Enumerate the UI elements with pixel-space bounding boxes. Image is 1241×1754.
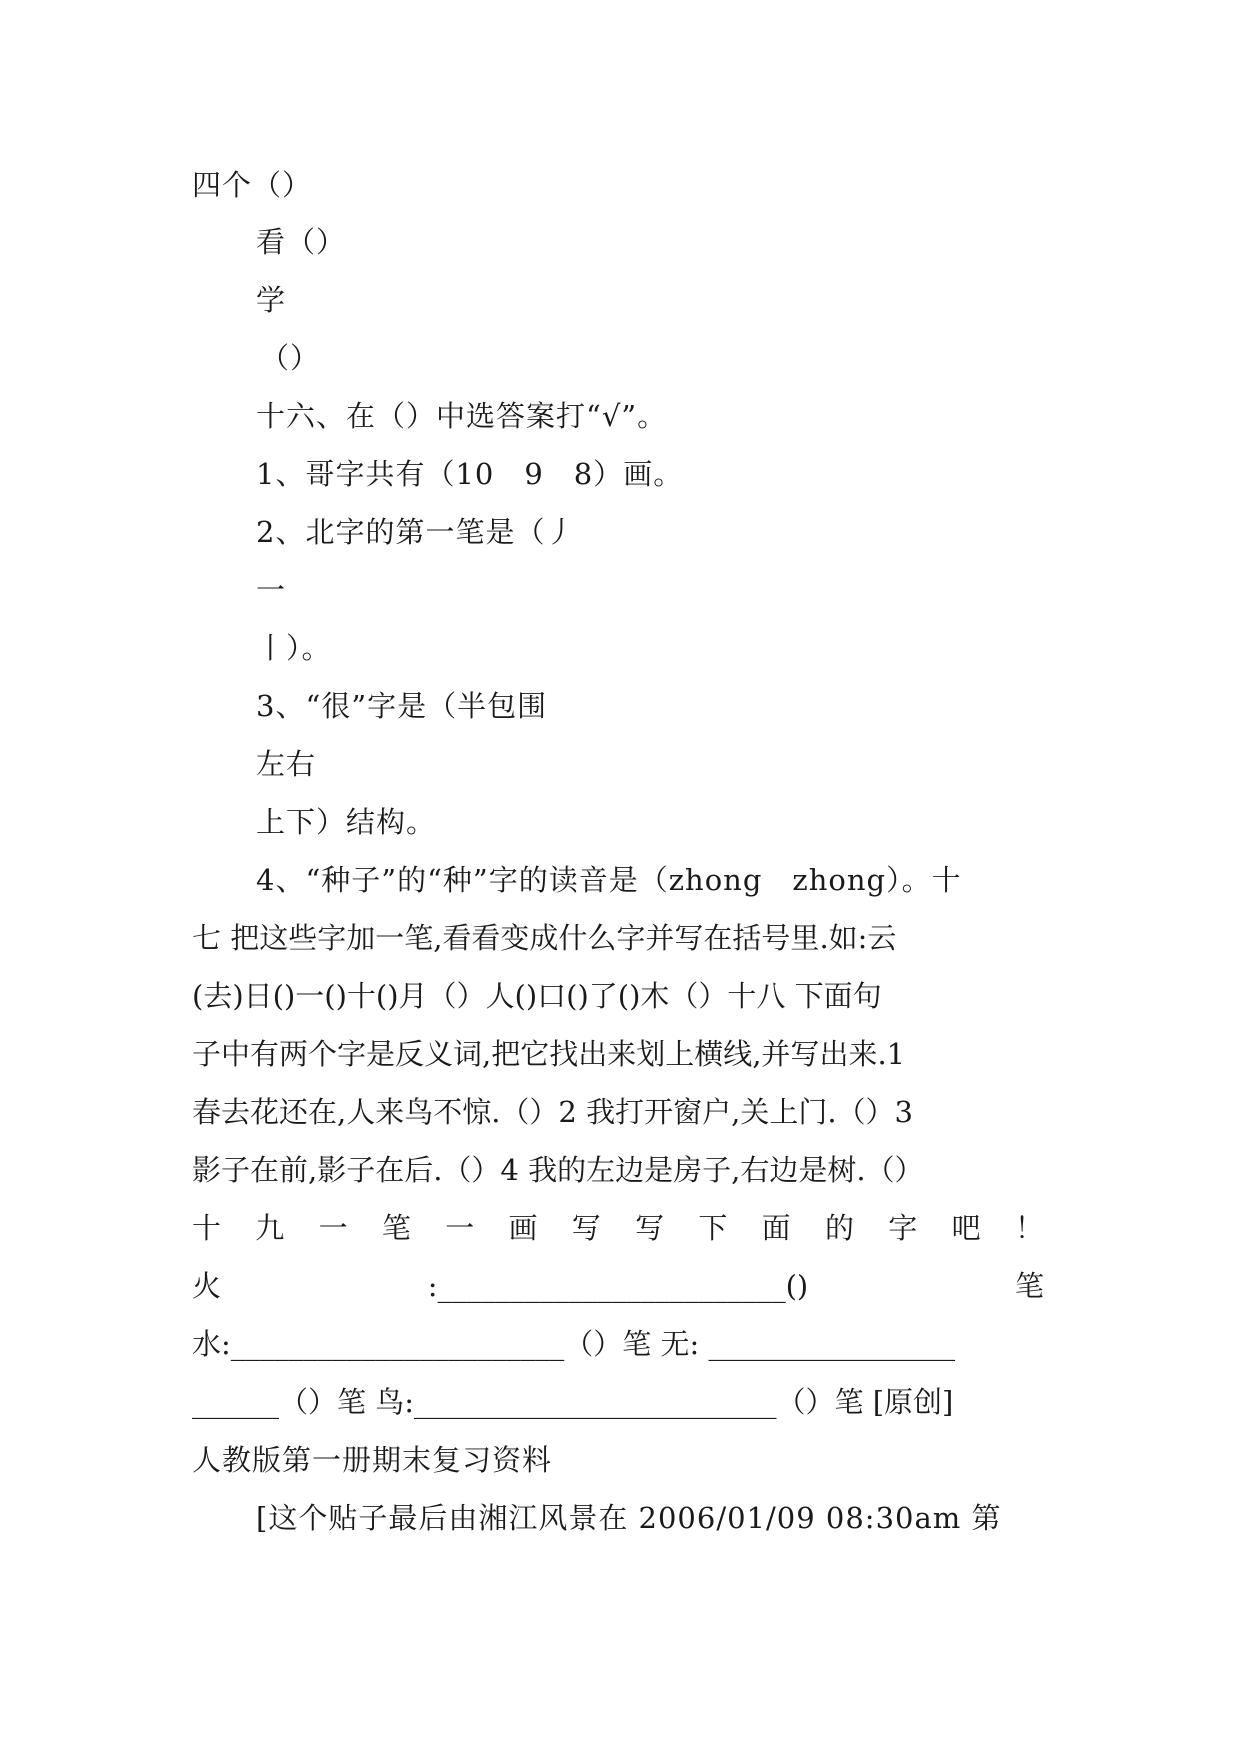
text-line: 春去花还在,人来鸟不惊.（）2 我打开窗户,关上门.（）3 xyxy=(192,1095,913,1129)
text-line: 4、“种子”的“种”字的读音是（zhong zhong）。十 xyxy=(256,863,962,897)
text-line: 看（） xyxy=(256,225,347,259)
text-line: 上下）结构。 xyxy=(256,805,437,839)
document-title: 人教版第一册期末复习资料 xyxy=(192,1443,553,1477)
text-line: 影子在前,影子在后.（）4 我的左边是房子,右边是树.（） xyxy=(192,1153,924,1187)
text-line: 1、哥字共有（10 9 8）画。 xyxy=(256,457,684,491)
text-line: 子中有两个字是反义词,把它找出来划上横线,并写出来.1 xyxy=(192,1037,906,1071)
stroke-label: 笔 xyxy=(1014,1269,1044,1303)
spread-char: 吧 xyxy=(951,1211,981,1245)
spread-char: 九 xyxy=(255,1211,285,1245)
spread-char: 字 xyxy=(888,1211,918,1245)
text-line: 七 把这些字加一笔,看看变成什么字并写在括号里.如:云 xyxy=(192,921,897,955)
spread-char: 的 xyxy=(824,1211,854,1245)
text-line: 2、北字的第一笔是（丿 xyxy=(256,515,576,549)
text-line: 水:_______________________（）笔 无: _________________ xyxy=(192,1327,955,1361)
text-line: 学 xyxy=(256,283,287,317)
text-line: (去)日()一()十()月（）人()口()了()木（）十八 下面句 xyxy=(192,979,882,1013)
spread-char: 下 xyxy=(698,1211,728,1245)
text-line: ______（）笔 鸟:_________________________（）笔 [原创] xyxy=(192,1385,954,1419)
text-line: 四个（） xyxy=(192,168,313,202)
post-edit-note: [这个贴子最后由湘江风景在 2006/01/09 08:30am 第 xyxy=(256,1501,1002,1535)
spread-char: ！ xyxy=(1014,1211,1044,1245)
text-line: 丨）。 xyxy=(256,631,332,665)
text-line: 一 xyxy=(256,573,287,607)
question-heading-16: 十六、在（）中选答案打“√”。 xyxy=(256,399,668,433)
spread-char: 一 xyxy=(445,1211,475,1245)
text-line: （） xyxy=(260,341,321,375)
spread-char: 十 xyxy=(192,1211,222,1245)
spread-heading-19 xyxy=(192,1208,1044,1248)
spread-char: 写 xyxy=(635,1211,665,1245)
spread-char: 笔 xyxy=(381,1211,411,1245)
text-line: 左右 xyxy=(256,747,317,781)
spread-char: 画 xyxy=(508,1211,538,1245)
text-line: 3、“很”字是（半包围 xyxy=(256,689,548,723)
fire-blank: :________________________() xyxy=(427,1269,809,1303)
fire-stroke-line xyxy=(192,1266,1044,1306)
spread-char: 一 xyxy=(318,1211,348,1245)
fire-char: 火 xyxy=(192,1269,222,1303)
spread-char: 面 xyxy=(761,1211,791,1245)
spread-char: 写 xyxy=(571,1211,601,1245)
